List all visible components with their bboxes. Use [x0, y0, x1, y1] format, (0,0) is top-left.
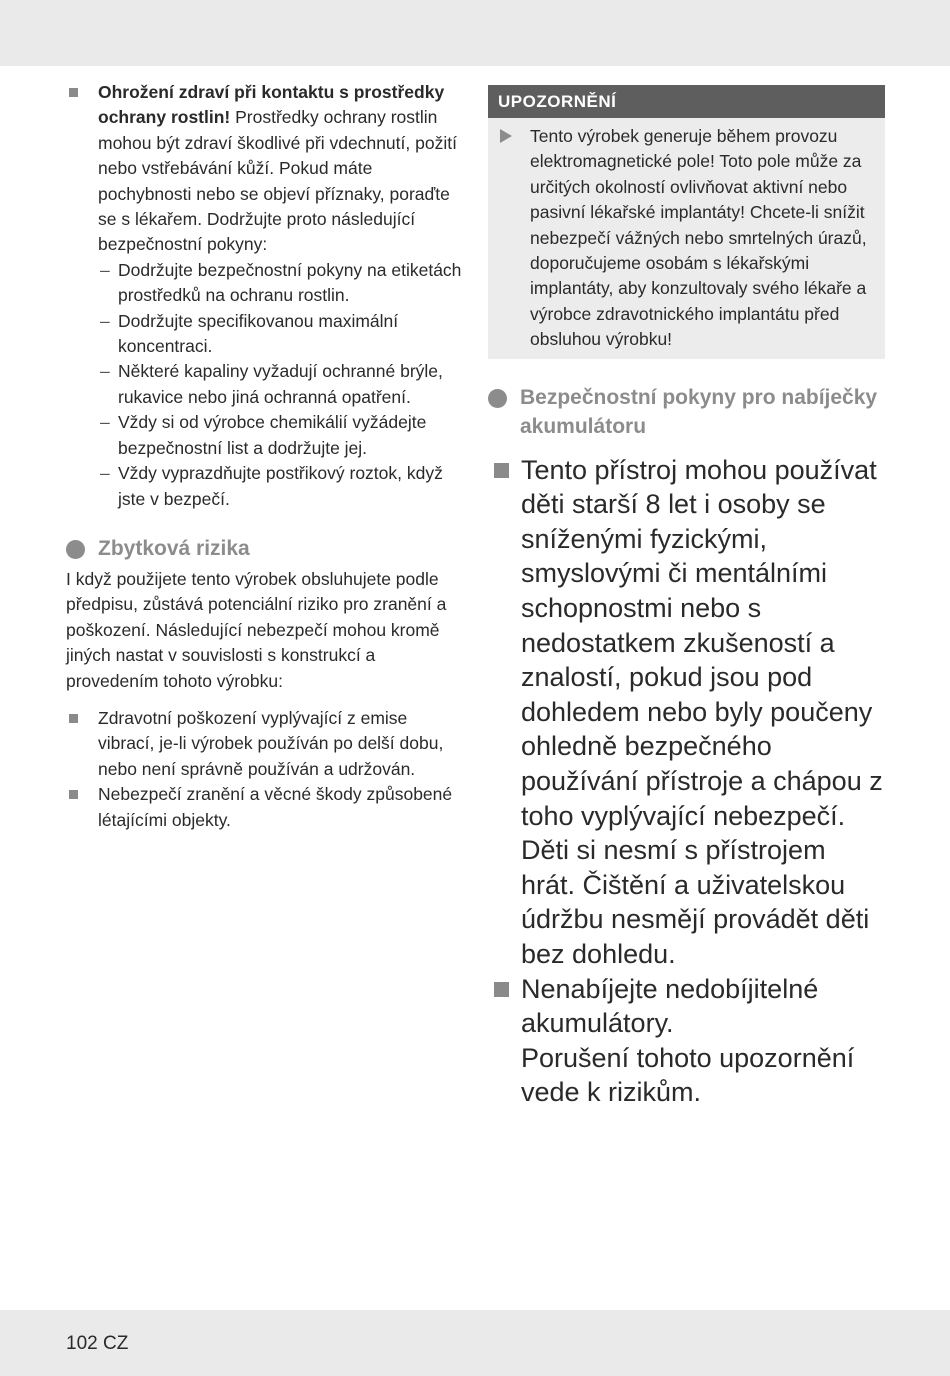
dash-bullet-icon: –: [100, 310, 110, 331]
list-item: [66, 80, 466, 258]
list-item: Zdravotní poškození vyplývající z emise vibrací, je-li výrobek používán po delší dobu, nebo není správně používán a udržován.: [66, 706, 466, 782]
health-warning-title: Ohrožení zdraví při kontaktu s prostředky ochrany rostlin!: [98, 82, 445, 128]
footer-band: [0, 1310, 950, 1376]
square-bullet-icon: [69, 790, 78, 799]
header-band: [0, 0, 950, 66]
left-column: [66, 80, 466, 833]
triangle-bullet-icon: [500, 129, 512, 143]
dash-bullet-icon: –: [100, 361, 110, 382]
section-heading-charger-safety: Bezpečnostní pokyny pro nabíječky akumulátoru: [488, 383, 885, 441]
square-bullet-icon: [494, 463, 509, 478]
page-number: 102 CZ: [66, 1333, 129, 1354]
section-heading-residual-risks: Zbytková rizika: [66, 534, 466, 563]
right-column: [488, 85, 885, 1110]
dash-list-item: – Některé kapaliny vyžadují ochranné brýle, rukavice nebo jiná ochranná opatření.: [100, 361, 443, 407]
warning-box: [488, 85, 885, 359]
dash-list-item: – Vždy vyprazdňujte postřikový roztok, když jste v bezpečí.: [100, 463, 443, 509]
dash-bullet-icon: –: [100, 463, 110, 484]
square-bullet-icon: [69, 714, 78, 723]
warning-label: UPOZORNĚNÍ: [488, 85, 885, 118]
residual-intro-paragraph: I když použijete tento výrobek obsluhujete podle předpisu, zůstává potenciální riziko pro zranění a poškození. Následující nebezpečí mohou kromě jiných nastat v souvislosti s konstrukcí a provedením tohoto výrobku:: [66, 568, 447, 691]
warning-text: Tento výrobek generuje během provozu elektromagnetické pole! Toto pole může za určitých okolností ovlivňovat aktivní nebo pasivní lékařské implantáty! Chcete-li snížit nebezpečí vážných nebo smrtelných úrazů, doporučujeme osobám s lékařskými implantáty, aby konzultovaly svého lékaře a výrobce zdravotnického implantátu před obsluhou výrobku!: [530, 126, 867, 350]
dash-bullet-icon: –: [100, 412, 110, 433]
dash-list-item: – Dodržujte bezpečnostní pokyny na etiketách prostředků na ochranu rostlin.: [100, 259, 462, 306]
health-warning-text: Prostředky ochrany rostlin mohou být zdraví škodlivé při vdechnutí, požití nebo vstřebávání kůží. Pokud máte pochybnosti nebo se objeví příznaky, poraďte se s lékařem. Dodržujte proto následující bezpečnostní pokyny:: [98, 107, 457, 255]
warning-body: [488, 118, 885, 359]
list-item: Nenabíjejte nedobíjitelné akumulátory. Porušení tohoto upozornění vede k rizikům.: [488, 972, 885, 1110]
list-item: Tento přístroj mohou používat děti starší 8 let i osoby se sníženými fyzickými, smyslovými či mentálními schopnostmi nebo s nedostatkem zkušeností a znalostí, pokud jsou pod dohledem nebo byly poučeny ohledně bezpečného používání přístroje a chápou z toho vyplývající nebezpečí. Děti si nesmí s přístrojem hrát. Čištění a uživatelskou údržbu nesmějí provádět děti bez dohledu.: [488, 453, 885, 972]
circle-bullet-icon: [488, 389, 507, 408]
dash-bullet-icon: –: [100, 259, 110, 280]
circle-bullet-icon: [66, 540, 85, 559]
square-bullet-icon: [494, 982, 509, 997]
dash-list-item: – Dodržujte specifikovanou maximální koncentraci.: [100, 310, 399, 357]
dash-list-item: – Vždy si od výrobce chemikálií vyžádejte bezpečnostní list a dodržujte jej.: [100, 412, 427, 458]
square-bullet-icon: [69, 88, 78, 97]
list-item: Nebezpečí zranění a věcné škody způsobené létajícími objekty.: [66, 782, 466, 833]
